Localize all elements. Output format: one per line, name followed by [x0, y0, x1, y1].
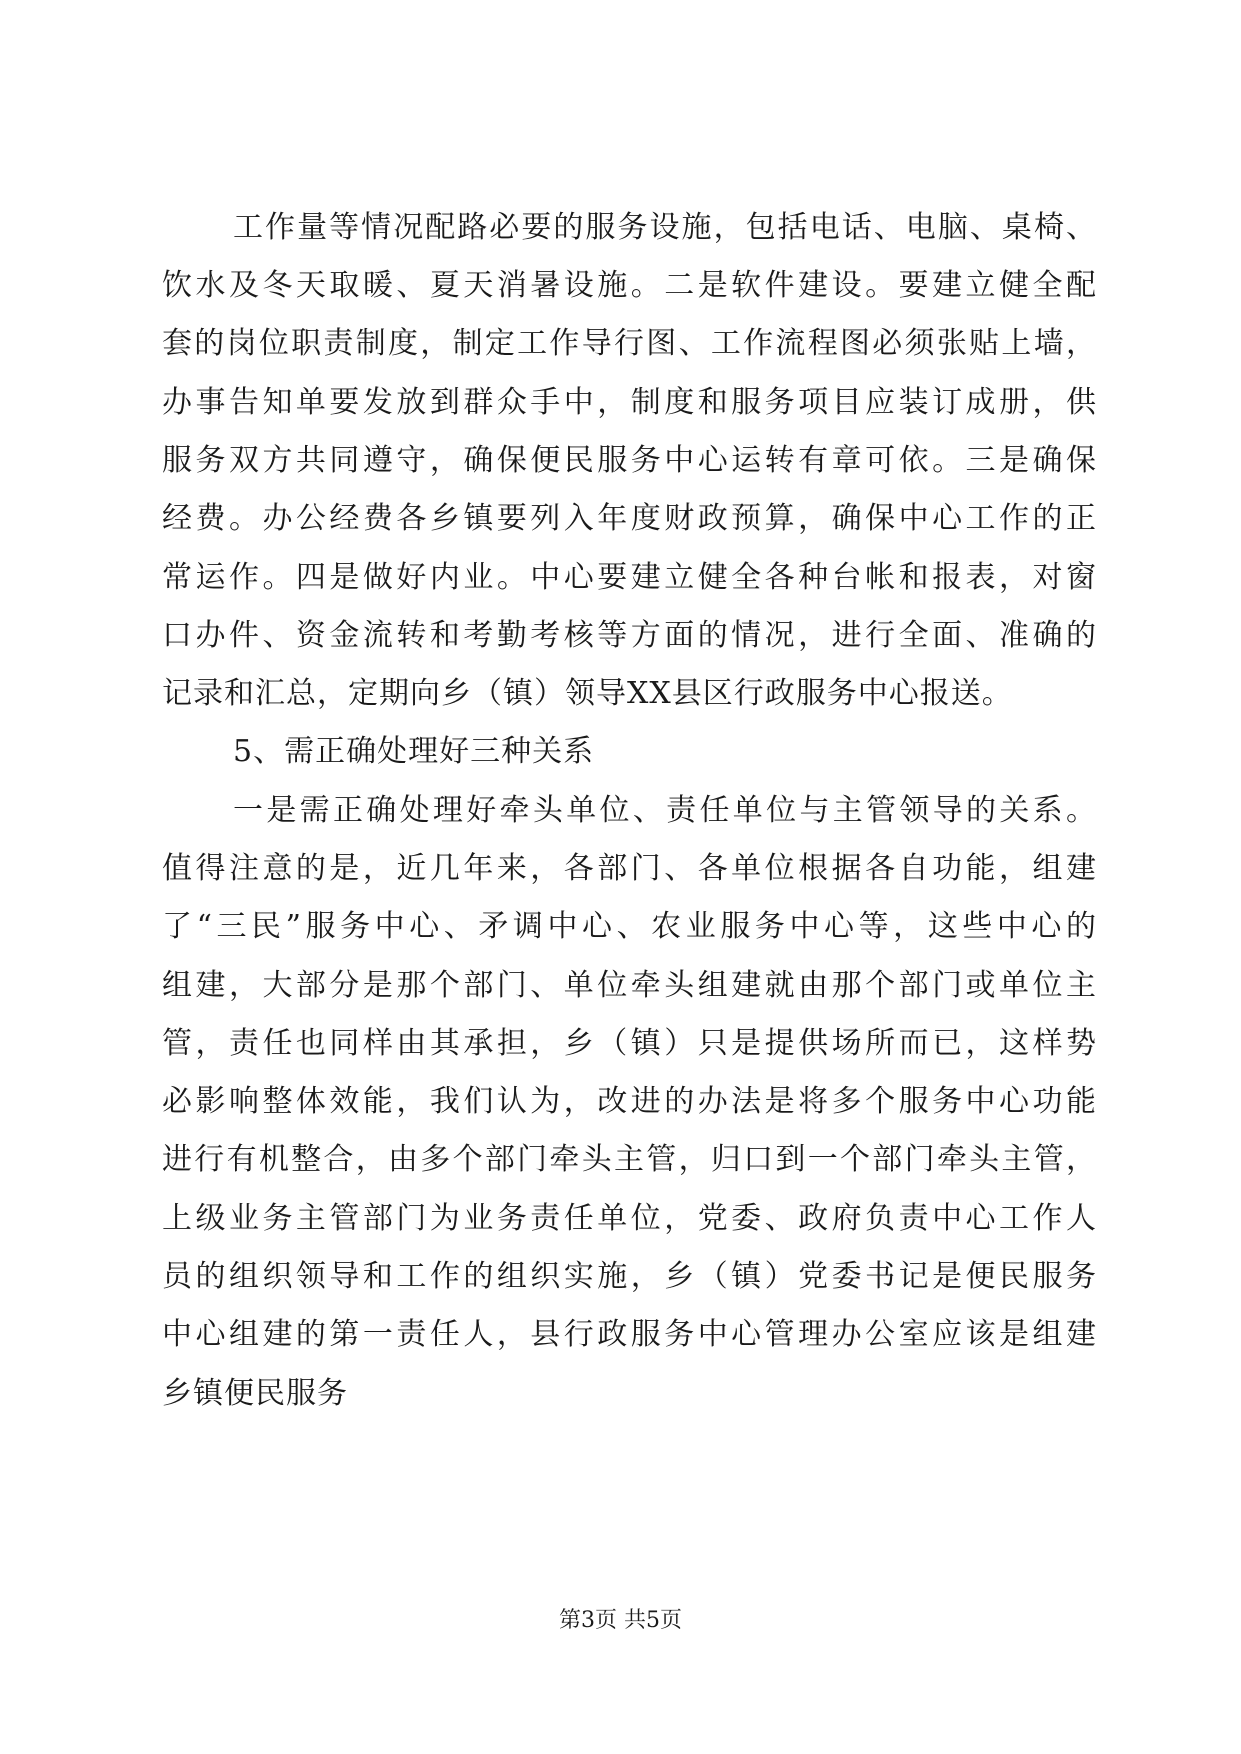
paragraph-line: 员的组织领导和工作的组织实施，乡（镇）党委书记是便民服务 — [162, 1259, 1097, 1294]
paragraph-line: 进行有机整合，由多个部门牵头主管，归口到一个部门牵头主管， — [162, 1142, 1097, 1177]
paragraph-line: 工作量等情况配路必要的服务设施，包括电话、电脑、桌椅、 — [233, 210, 1097, 245]
paragraph-line: 管，责任也同样由其承担，乡（镇）只是提供场所而已，这样势 — [162, 1026, 1097, 1061]
paragraph-line: 经费。办公经费各乡镇要列入年度财政预算，确保中心工作的正 — [162, 501, 1097, 536]
paragraph-line: 办事告知单要发放到群众手中，制度和服务项目应装订成册，供 — [162, 385, 1097, 420]
paragraph-line: 一是需正确处理好牵头单位、责任单位与主管领导的关系。 — [233, 793, 1097, 828]
paragraph-line: 乡镇便民服务 — [162, 1376, 348, 1411]
paragraph-line: 组建，大部分是那个部门、单位牵头组建就由那个部门或单位主 — [162, 968, 1097, 1003]
page-number-footer: 第3页 共5页 — [559, 1608, 682, 1633]
paragraph-line: 必影响整体效能，我们认为，改进的办法是将多个服务中心功能 — [162, 1084, 1097, 1119]
paragraph-line: 常运作。四是做好内业。中心要建立健全各种台帐和报表，对窗 — [162, 560, 1097, 595]
paragraph-line: 饮水及冬天取暖、夏天消暑设施。二是软件建设。要建立健全配 — [162, 268, 1097, 303]
paragraph-line: 服务双方共同遵守，确保便民服务中心运转有章可依。三是确保 — [162, 443, 1097, 478]
paragraph-line: 记录和汇总，定期向乡（镇）领导XX县区行政服务中心报送。 — [162, 676, 1013, 711]
paragraph-line: 中心组建的第一责任人，县行政服务中心管理办公室应该是组建 — [162, 1317, 1097, 1352]
paragraph-line: 值得注意的是，近几年来，各部门、各单位根据各自功能，组建 — [162, 851, 1097, 886]
paragraph-line: 口办件、资金流转和考勤考核等方面的情况，进行全面、准确的 — [162, 618, 1097, 653]
paragraph-line: 套的岗位职责制度，制定工作导行图、工作流程图必须张贴上墙， — [162, 326, 1097, 361]
paragraph-line: 上级业务主管部门为业务责任单位，党委、政府负责中心工作人 — [162, 1201, 1097, 1236]
paragraph-line: 了“三民”服务中心、矛调中心、农业服务中心等，这些中心的 — [162, 909, 1097, 944]
section-heading: 5、需正确处理好三种关系 — [233, 734, 595, 769]
